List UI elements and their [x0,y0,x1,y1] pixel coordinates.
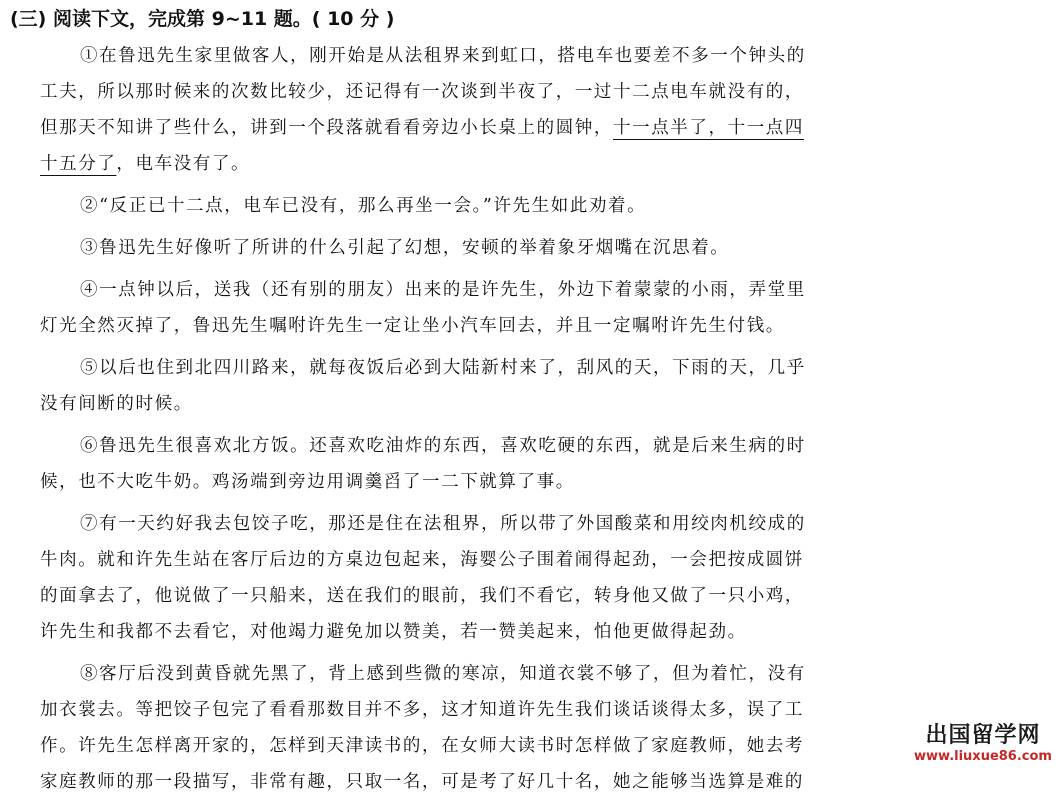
reading-passage [40,38,880,806]
paragraph-line: ④一点钟以后，送我（还有别的朋友）出来的是许先生，外边下着蒙蒙的小雨，弄堂里 [80,280,806,300]
paragraph-line: 家庭教师的那一段描写，非常有趣，只取一名，可是考了好几十名，她之能够当选算是难的 [40,772,804,792]
paragraph-8 [40,656,880,800]
paragraph-2 [40,188,880,224]
paragraph-line: 灯光全然灭掉了，鲁迅先生嘱咐许先生一定让坐小汽车回去，并且一定嘱咐许先生付钱。 [40,316,785,336]
paragraph-line: 牛肉。就和许先生站在客厅后边的方桌边包起来，海婴公子围着闹得起劲，一会把按成圆饼 [40,550,804,570]
paragraph-line: ⑧客厅后没到黄昏就先黑了，背上感到些微的寒凉，知道衣裳不够了，但为着忙，没有 [80,664,806,684]
site-watermark-logo [913,723,1053,767]
paragraph-7 [40,506,880,650]
underlined-phrase: 十五分了 [40,154,117,174]
paragraph-3 [40,230,880,266]
paragraph-1 [40,38,880,182]
watermark-title: 出国留学网 [925,723,1041,748]
paragraph-line: 许先生和我都不去看它，对他竭力避免加以赞美，若一赞美起来，怕他更做得起劲。 [40,622,747,642]
paragraph-line: 加衣裳去。等把饺子包完了看看那数目并不多，这才知道许先生我们谈话谈得太多，误了工 [40,700,804,720]
paragraph-line: ⑦有一天约好我去包饺子吃，那还是住在法租界，所以带了外国酸菜和用绞肉机绞成的 [80,514,806,534]
paragraph-line: ⑤以后也住到北四川路来，就每夜饭后必到大陆新村来了，刮风的天，下雨的天，几乎 [80,358,806,378]
paragraph-line: 的面拿去了，他说做了一只船来，送在我们的眼前，我们不看它，转身他又做了一只小鸡， [40,586,804,606]
paragraph-line: 作。许先生怎样离开家的，怎样到天津读书的，在女师大读书时怎样做了家庭教师，她去考 [40,736,804,756]
paragraph-line: ①在鲁迅先生家里做客人，刚开始是从法租界来到虹口，搭电车也要差不多一个钟头的 [80,46,806,66]
paragraph-line: 没有间断的时候。 [40,394,193,414]
paragraph-line: ②“反正已十二点，电车已没有，那么再坐一会。”许先生如此劝着。 [80,196,647,216]
paragraph-6 [40,428,880,500]
paragraph-line: 工夫，所以那时候来的次数比较少，还记得有一次谈到半夜了，一过十二点电车就没有的， [40,82,804,102]
paragraph-line: 候，也不大吃牛奶。鸡汤端到旁边用调羹舀了一二下就算了事。 [40,472,575,492]
paragraph-line-with-underline [40,110,880,146]
paragraph-5 [40,350,880,422]
section-heading: (三) 阅读下文，完成第 9~11 题。( 10 分 ) [10,8,395,30]
underlined-phrase: 十一点半了，十一点四 [613,118,804,138]
paragraph-text: 但那天不知讲了些什么，讲到一个段落就看看旁边小长桌上的圆钟， [40,118,613,138]
watermark-url: www.liuxue86.com [914,749,1052,764]
paragraph-line-with-underline [40,146,880,182]
paragraph-4 [40,272,880,344]
paragraph-text: ，电车没有了。 [116,154,251,174]
paragraph-line: ③鲁迅先生好像听了所讲的什么引起了幻想，安顿的举着象牙烟嘴在沉思着。 [80,238,730,258]
paragraph-line: ⑥鲁迅先生很喜欢北方饭。还喜欢吃油炸的东西，喜欢吃硬的东西，就是后来生病的时 [80,436,806,456]
